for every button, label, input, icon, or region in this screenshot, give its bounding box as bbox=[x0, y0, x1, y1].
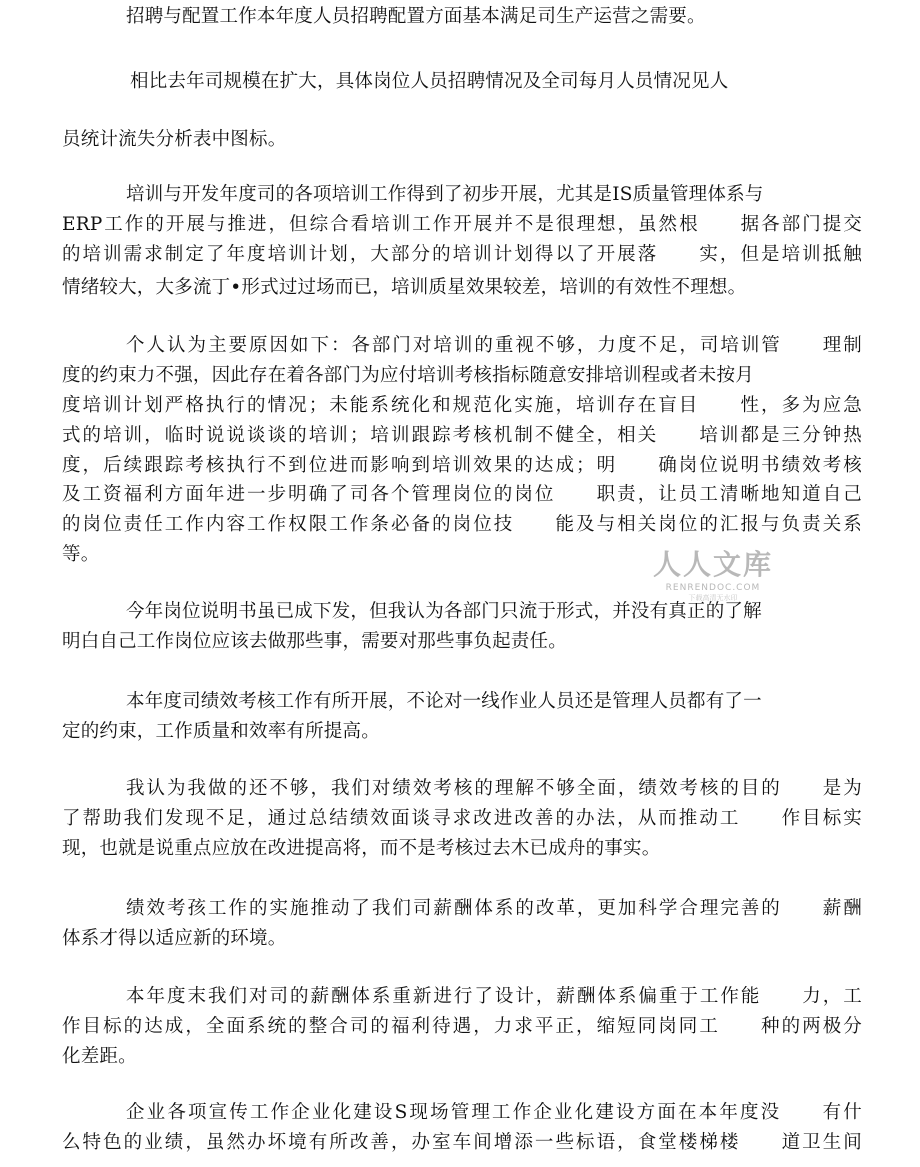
text-line: 度，后续跟踪考核执行不到位进而影响到培训效果的达成；明 确岗位说明书绩效考核 bbox=[62, 455, 862, 476]
text-line: 作目标的达成，全面系统的整合司的福利待遇，力求平正，缩短同岗同工 种的两极分 bbox=[62, 1016, 862, 1037]
text-line: 度培训计划严格执行的情况；未能系统化和规范化实施，培训存在盲目 性，多为应急 bbox=[62, 395, 862, 416]
text-line: 度的约束力不强，因此存在着各部门为应付培训考核指标随意安排培训程或者未按月 bbox=[62, 365, 754, 386]
text-line: 等。 bbox=[62, 544, 100, 565]
text-line: 了帮助我们发现不足，通过总结绩效面谈寻求改进改善的办法，从而推动工 作目标实 bbox=[62, 808, 862, 829]
text-line: 招聘与配置工作本年度人员招聘配置方面基本满足司生产运营之需要。 bbox=[126, 6, 706, 27]
watermark-url: RENRENDOC.COM bbox=[665, 583, 761, 593]
text-line: 情绪较大，大多流丁•形式过过场而已，培训质星效果较差，培训的有效性不理想。 bbox=[62, 277, 747, 298]
text-line: 今年岗位说明书虽已成下发，但我认为各部门只流于形式，并没有真正的了解 bbox=[126, 601, 762, 622]
text-line: 体系才得以适应新的环境。 bbox=[62, 928, 287, 949]
text-line: ERP工作的开展与推进，但综合看培训工作开展并不是很理想，虽然根 据各部门提交 bbox=[62, 214, 862, 235]
text-line: 员统计流失分析表中图标。 bbox=[62, 129, 287, 150]
text-line: 相比去年司规模在扩大，具体岗位人员招聘情况及全司每月人员情况见人 bbox=[130, 71, 729, 92]
text-line: 式的培训，临时说说谈谈的培训；培训跟踪考核机制不健全，相关 培训都是三分钟热 bbox=[62, 425, 862, 446]
text-line: 个人认为主要原因如下：各部门对培训的重视不够，力度不足，司培训管 理制 bbox=[126, 335, 862, 356]
watermark-logo bbox=[648, 548, 778, 603]
text-line: 本年度司绩效考核工作有所开展，不论对一线作业人员还是管理人员都有了一 bbox=[126, 691, 762, 712]
text-line: 绩效考孩工作的实施推动了我们司薪酬体系的改革，更加科学合理完善的 薪酬 bbox=[126, 898, 862, 919]
text-line: 现，也就是说重点应放在改进提高将，而不是考核过去木已成舟的事实。 bbox=[62, 838, 661, 859]
text-line: 的培训需求制定了年度培训计划，大部分的培训计划得以了开展落 实，但是培训抵触 bbox=[62, 244, 862, 265]
text-line: 么特色的业绩，虽然办坏境有所改善，办室车间增添一些标语，食堂楼梯楼 道卫生间 bbox=[62, 1132, 862, 1153]
watermark-caption: 下载高清无水印 bbox=[688, 594, 738, 602]
text-line: 及工资福利方面年进一步明确了司各个管理岗位的岗位 职责，让员工清晰地知道自己 bbox=[62, 484, 862, 505]
text-line: 本年度末我们对司的薪酬体系重新进行了设计，薪酬体系偏重于工作能 力，工 bbox=[126, 986, 862, 1007]
text-line: 明白自己工作岗位应该去做那些事，需要对那些事负起责任。 bbox=[62, 631, 567, 652]
text-line: 我认为我做的还不够，我们对绩效考核的理解不够全面，绩效考核的目的 是为 bbox=[126, 778, 862, 799]
text-line: 培训与开发年度司的各项培训工作得到了初步开展，尤其是IS质量管理体系与 bbox=[126, 184, 764, 205]
text-line: 企业各项宣传工作企业化建设S现场管理工作企业化建设方面在本年度没 有什 bbox=[126, 1102, 862, 1123]
text-line: 的岗位责任工作内容工作权限工作条必备的岗位技 能及与相关岗位的汇报与负责关系 bbox=[62, 514, 862, 535]
text-line: 化差距。 bbox=[62, 1046, 137, 1067]
watermark-title: 人人文库 bbox=[652, 548, 773, 581]
text-line: 定的约束，工作质量和效率有所提高。 bbox=[62, 721, 380, 742]
